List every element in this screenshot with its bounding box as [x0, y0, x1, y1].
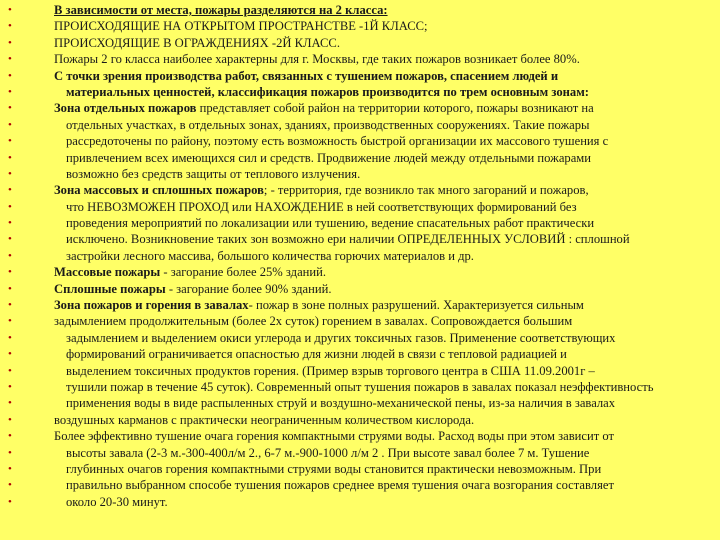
bullet-icon: • — [8, 85, 12, 98]
list-item — [8, 379, 712, 395]
text-segment: С точки зрения производства работ, связанных с тушением пожаров, спасением людей и — [54, 68, 559, 83]
text-segment: проведения мероприятий по локализации или тушению, ведение спасательных работ практически — [66, 216, 595, 231]
text-segment: Зона отдельных пожаров — [54, 101, 197, 116]
list-item — [8, 477, 712, 493]
text-segment: Зона массовых и сплошных пожаров — [54, 183, 264, 198]
bullet-icon: • — [8, 102, 12, 115]
bullet-icon: • — [8, 217, 12, 230]
list-item — [8, 150, 712, 166]
text-segment: В зависимости от места, пожары разделяются на 2 класса: — [54, 3, 388, 17]
text-segment: применения воды в виде распыленных струй и воздушно-механической пены, из-за наличия в завалах — [66, 396, 616, 411]
list-item — [8, 199, 712, 215]
text-segment: задымлением и выделением окиси углерода и других токсичных газов. Применение соответствующих — [66, 330, 616, 345]
bullet-icon: • — [8, 36, 12, 49]
bullet-icon: • — [8, 20, 12, 33]
text-segment: воздушных карманов с практически неограниченным количеством кислорода. — [54, 412, 475, 427]
bullet-icon: • — [8, 266, 12, 279]
list-item — [8, 68, 712, 84]
text-segment: материальных ценностей, классификация пожаров производится по трем основным зонам: — [66, 84, 589, 99]
list-item — [8, 346, 712, 362]
bullet-icon: • — [8, 233, 12, 246]
list-item — [8, 182, 712, 198]
list-item — [8, 51, 712, 67]
text-segment: привлечением всех имеющихся сил и средств. Продвижение людей между отдельными пожарами — [66, 150, 592, 165]
text-segment: Сплошные пожары — [54, 281, 166, 296]
list-item — [8, 215, 712, 231]
bullet-icon: • — [8, 331, 12, 344]
text-segment: Зона пожаров и горения в завалах — [54, 298, 249, 313]
list-item — [8, 18, 712, 34]
bullet-icon: • — [8, 249, 12, 262]
text-segment: представляет собой район на территории которого, пожары возникают на — [196, 101, 594, 116]
list-item — [8, 363, 712, 379]
list-item — [8, 395, 712, 411]
list-item — [8, 100, 712, 116]
text-segment: формирований ограничивается опасностью для жизни людей в связи с тепловой радиацией и — [66, 347, 567, 362]
text-segment: задымлением продолжительным (более 2х суток) горением в завалах. Сопровождается большим — [54, 314, 573, 329]
list-item — [8, 313, 712, 329]
bullet-icon: • — [8, 348, 12, 361]
bullet-icon: • — [8, 479, 12, 492]
bullet-icon: • — [8, 184, 12, 197]
bullet-icon: • — [8, 200, 12, 213]
bullet-icon: • — [8, 4, 12, 16]
text-segment: - пожар в зоне полных разрушений. Характеризуется сильным — [248, 298, 584, 313]
bullet-icon: • — [8, 413, 12, 426]
text-segment: возможно без средств защиты от теплового излучения. — [66, 166, 361, 181]
bullet-icon: • — [8, 364, 12, 377]
list-item — [8, 494, 712, 510]
text-segment: выделением токсичных продуктов горения. (Пример взрыв торгового центра в США 11.09.2001г – — [66, 363, 595, 378]
list-item — [8, 461, 712, 477]
bullet-icon: • — [8, 69, 12, 82]
list-item — [8, 297, 712, 313]
list-item — [8, 412, 712, 428]
text-segment: ПРОИСХОДЯЩИЕ НА ОТКРЫТОМ ПРОСТРАНСТВЕ -1Й КЛАСС; — [54, 19, 428, 34]
bullet-icon: • — [8, 380, 12, 393]
text-segment: - загорание более 90% зданий. — [165, 281, 332, 296]
list-item — [8, 2, 712, 18]
list-item — [8, 428, 712, 444]
text-segment: правильно выбранном способе тушения пожаров среднее время тушения очага возгорания составляет — [66, 478, 614, 493]
list-item — [8, 281, 712, 297]
list-item — [8, 133, 712, 149]
text-segment: ; - территория, где возникло так много загораний и пожаров, — [263, 183, 589, 198]
bullet-icon: • — [8, 118, 12, 131]
text-segment: исключено. Возникновение таких зон возможно ери наличии ОПРЕДЕЛЕННЫХ УСЛОВИЙ : сплошной — [66, 232, 630, 247]
list-item — [8, 248, 712, 264]
bullet-icon: • — [8, 135, 12, 148]
list-item — [8, 166, 712, 182]
list-item — [8, 84, 712, 100]
text-segment: тушили пожар в течение 45 суток). Современный опыт тушения пожаров в завалах показал неэффективность — [66, 379, 654, 394]
bullet-icon: • — [8, 315, 12, 328]
bullet-icon: • — [8, 282, 12, 295]
bullet-icon: • — [8, 495, 12, 508]
text-segment: глубинных очагов горения компактными струями воды становится практически невозможным. При — [66, 461, 602, 476]
text-segment: застройки лесного массива, большого количества горючих материалов и др. — [66, 248, 474, 263]
list-item — [8, 117, 712, 133]
bullet-icon: • — [8, 53, 12, 66]
list-item — [8, 264, 712, 280]
text-segment: ПРОИСХОДЯЩИЕ В ОГРАЖДЕНИЯХ -2Й КЛАСС. — [54, 35, 340, 50]
text-segment: Более эффективно тушение очага горения компактными струями воды. Расход воды при этом зависит от — [54, 429, 615, 444]
text-segment: Пожары 2 го класса наиболее характерны для г. Москвы, где таких пожаров возникает более 80%. — [54, 52, 580, 67]
text-segment: около 20-30 минут. — [66, 494, 168, 509]
text-segment: Массовые пожары — [54, 265, 161, 280]
bullet-icon: • — [8, 446, 12, 459]
list-item — [8, 35, 712, 51]
bullet-icon: • — [8, 151, 12, 164]
text-segment: рассредоточены по району, поэтому есть возможность быстрой организации их массового тушения с — [66, 134, 609, 149]
bullet-icon: • — [8, 430, 12, 443]
text-segment: отдельных участках, в отдельных зонах, зданиях, производственных сооружениях. Такие пожары — [66, 117, 590, 132]
text-segment: высоты завала (2-3 м.-300-400л/м 2., 6-7 м.-900-1000 л/м 2 . При высоте завал более 7 м. Тушение — [66, 445, 590, 460]
bullet-icon: • — [8, 462, 12, 475]
bullet-icon: • — [8, 299, 12, 312]
bullet-icon: • — [8, 397, 12, 410]
list-item — [8, 330, 712, 346]
text-segment: - загорание более 25% зданий. — [160, 265, 327, 280]
list-item — [8, 231, 712, 247]
list-item — [8, 445, 712, 461]
text-segment: что НЕВОЗМОЖЕН ПРОХОД или НАХОЖДЕНИЕ в ней соответствующих формирований без — [66, 199, 577, 214]
bullet-list — [8, 2, 712, 510]
bullet-icon: • — [8, 167, 12, 180]
